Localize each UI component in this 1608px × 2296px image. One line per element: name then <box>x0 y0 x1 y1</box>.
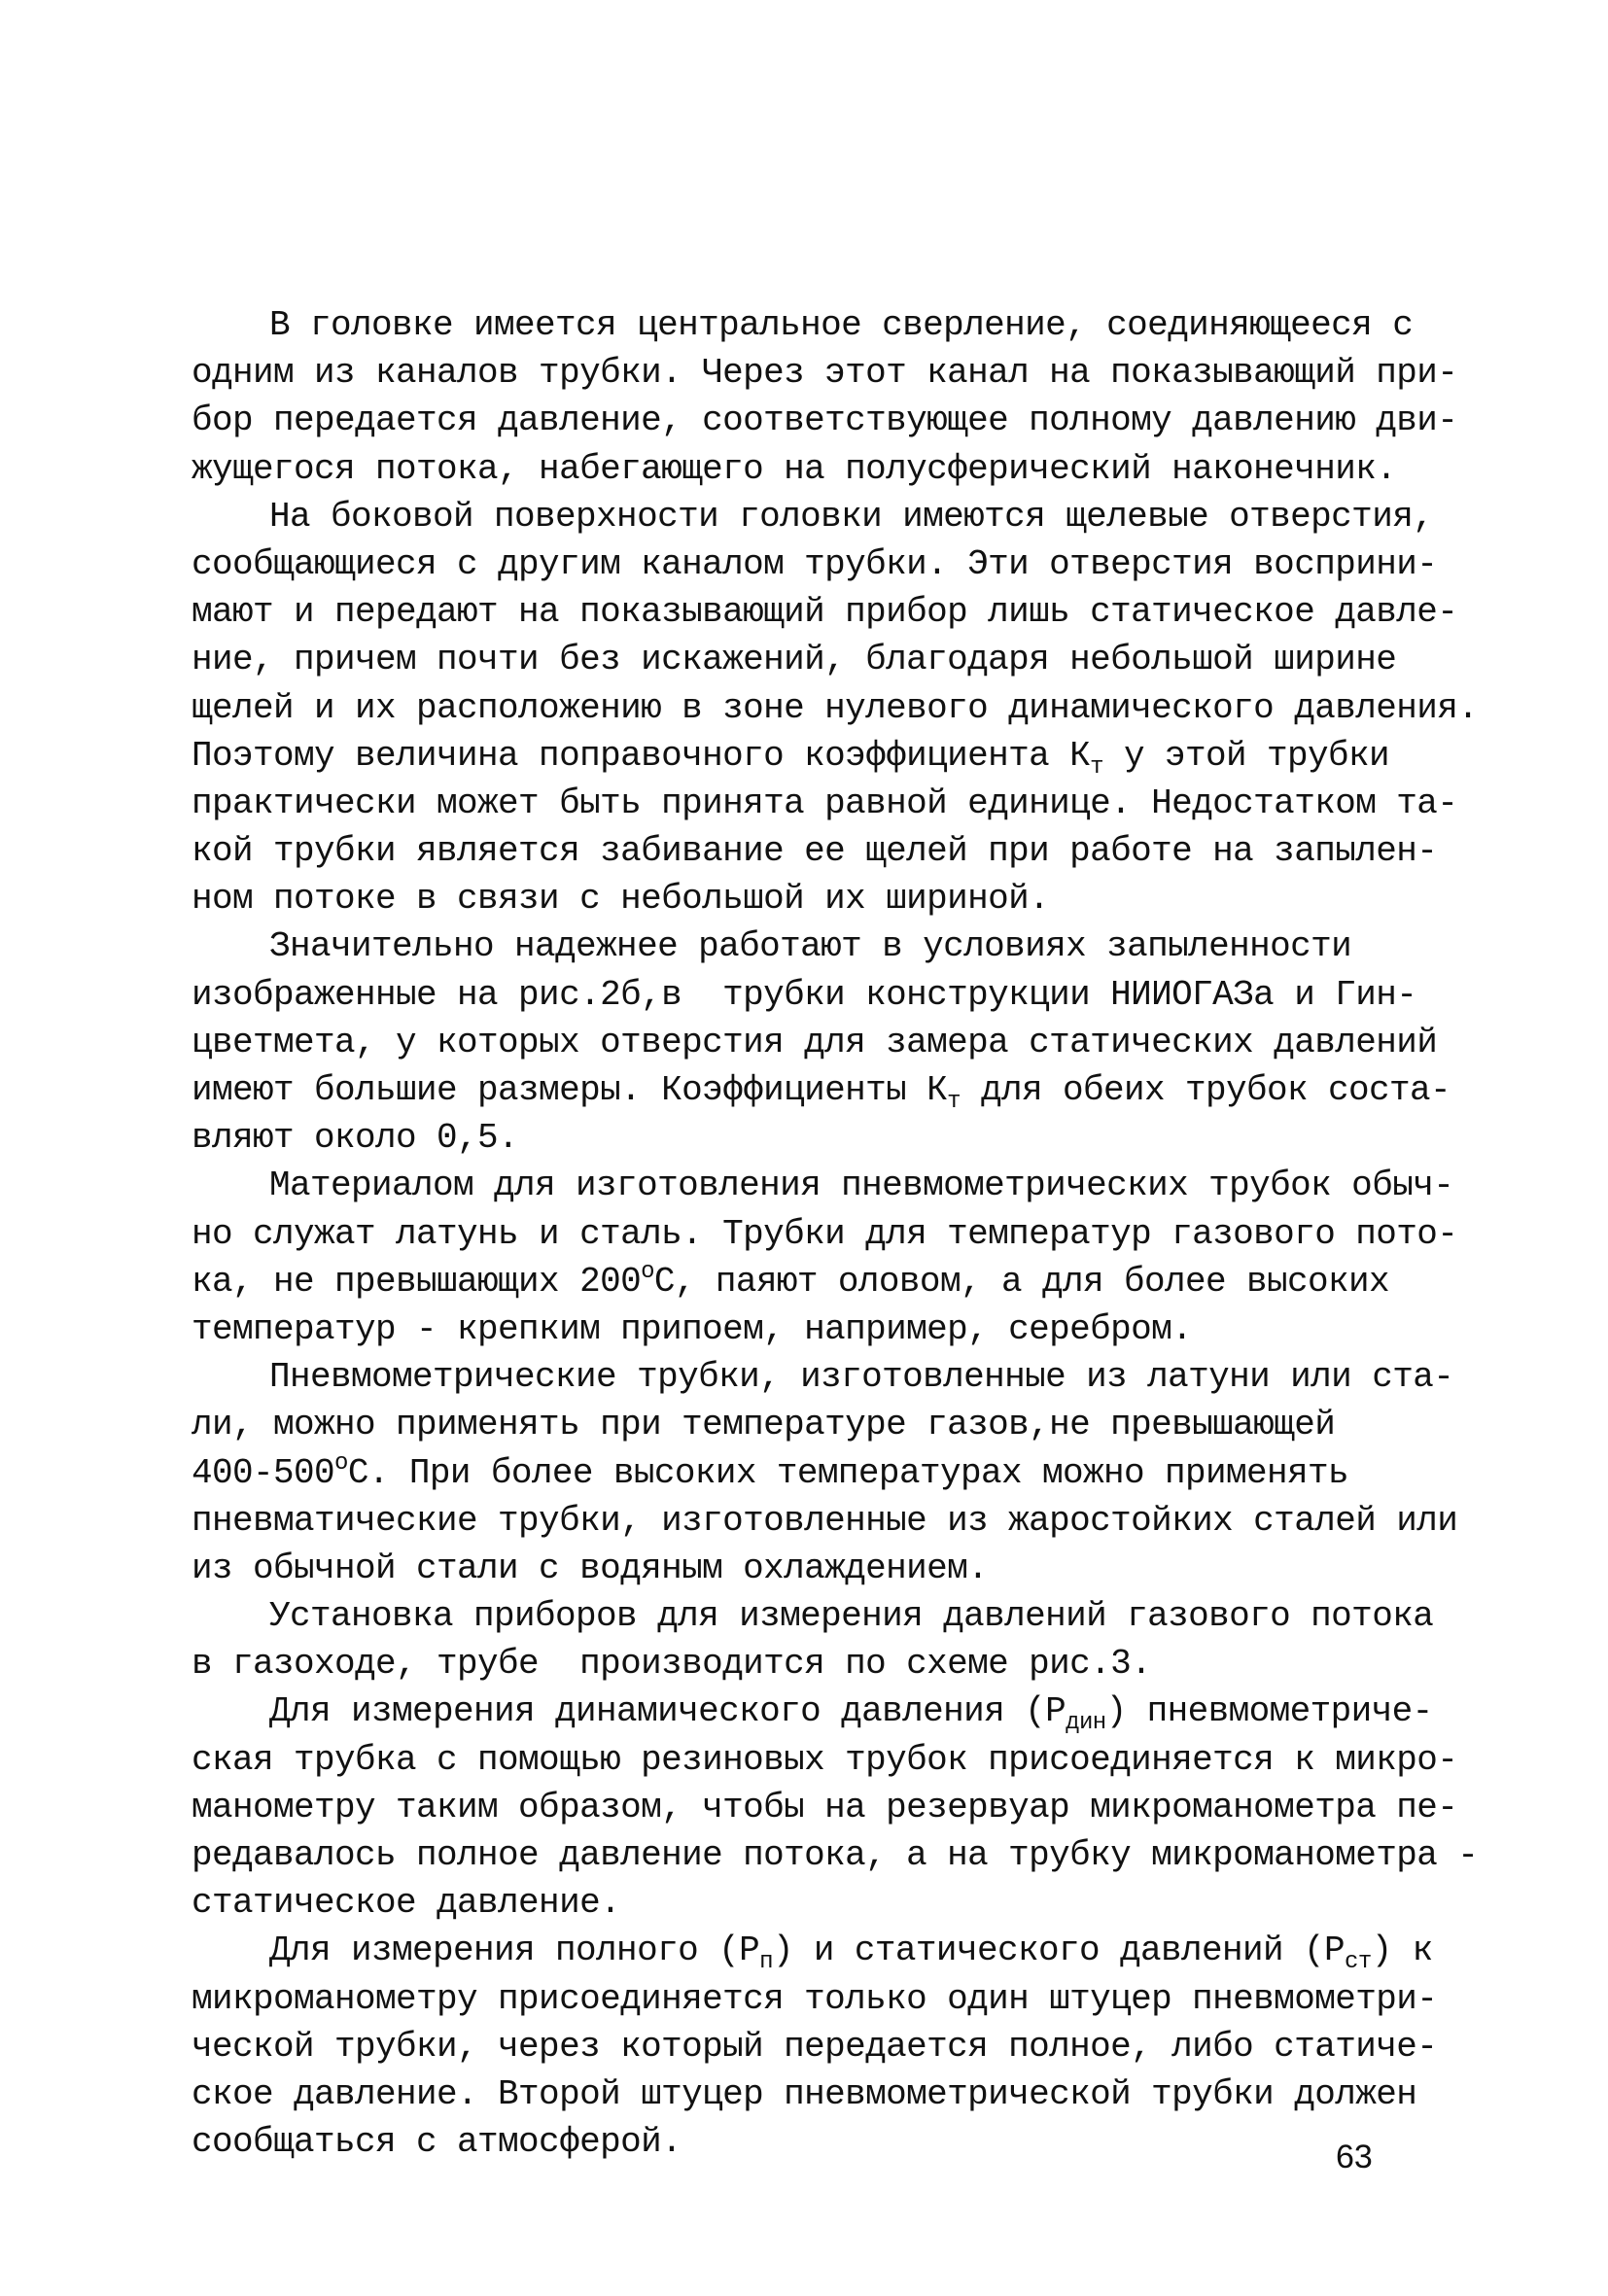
text-line <box>192 1066 1451 1115</box>
text-line: сообщающиеся с другим каналом трубки. Эти отверстия восприни- <box>192 543 1438 584</box>
page-number: 63 <box>1336 2139 1373 2175</box>
text-fragment: ) и статического давлений (Р <box>772 1931 1346 1971</box>
text-line <box>192 1927 1433 1976</box>
text-line: изображенные на рис.2б,в трубки конструкции НИИОГАЗа и Гин- <box>192 974 1417 1015</box>
text-line: статическое давление. <box>192 1883 621 1924</box>
text-line: температур - крепким припоем, например, серебром. <box>192 1308 1193 1349</box>
text-fragment: ) к <box>1371 1931 1433 1971</box>
text-line: щелей и их расположению в зоне нулевого динамического давления. <box>192 687 1479 728</box>
text-line: микроманометру присоединяется только один штуцер пневмометри- <box>192 1978 1438 2019</box>
text-line: из обычной стали с водяным охлаждением. <box>192 1548 989 1588</box>
body-text <box>192 301 1479 2166</box>
text-line <box>192 1687 1433 1737</box>
text-line: Значительно надежнее работают в условиях запыленности <box>269 926 1352 967</box>
text-fragment: 400-500 <box>192 1452 335 1493</box>
text-line: бор передается давление, соответствующее полному давлению дви- <box>192 400 1458 441</box>
text-line <box>192 1449 1416 1497</box>
text-line: ли, можно применять при температуре газов,не превышающей <box>192 1405 1336 1445</box>
text-line: ческой трубки, через который передается полное, либо статиче- <box>192 2026 1438 2067</box>
text-fragment: Поэтому величина поправочного коэффициента К <box>192 735 1091 776</box>
text-line: жущегося потока, набегающего на полусферический наконечник. <box>192 448 1397 489</box>
text-line: одним из каналов трубки. Через этот канал на показывающий при- <box>192 353 1458 394</box>
text-line: Пневмометрические трубки, изготовленные из латуни или ста- <box>269 1357 1454 1398</box>
text-fragment: для обеих трубок соста- <box>960 1070 1451 1110</box>
text-fragment: ка, не превышающих 200 <box>192 1261 642 1302</box>
text-line: Материалом для изготовления пневмометрических трубок обыч- <box>269 1165 1454 1206</box>
text-line: практически может быть принята равной единице. Недостатком та- <box>192 783 1458 823</box>
subscript: ст <box>1345 1949 1372 1976</box>
text-line: пневматические трубки, изготовленные из жаростойких сталей или <box>192 1500 1458 1541</box>
text-line: мают и передают на показывающий прибор лишь статическое давле- <box>192 592 1458 633</box>
text-fragment: С. При более высоких температурах можно применять <box>347 1452 1349 1493</box>
superscript: о <box>641 1258 654 1285</box>
text-fragment: Для измерения полного (Р <box>269 1931 760 1971</box>
text-fragment: ) пневмометриче- <box>1105 1691 1433 1732</box>
text-line <box>192 1258 1416 1305</box>
text-line <box>192 732 1416 780</box>
text-line: ние, причем почти без искажений, благодаря небольшой ширине <box>192 640 1397 680</box>
text-line: В головке имеется центральное сверление, соединяющееся с <box>269 305 1414 345</box>
text-line: На боковой поверхности головки имеются щелевые отверстия, <box>269 496 1434 537</box>
text-line: Установка приборов для измерения давлений газового потока <box>269 1596 1434 1637</box>
text-line: но служат латунь и сталь. Трубки для температур газового пото- <box>192 1213 1458 1254</box>
text-line: в газоходе, трубе производится по схеме рис.3. <box>192 1644 1152 1685</box>
subscript: т <box>1090 753 1103 781</box>
text-fragment: С, паяют оловом, а для более высоких <box>653 1261 1390 1302</box>
text-line: кой трубки является забивание ее щелей при работе на запылен- <box>192 831 1438 872</box>
text-line: цветмета, у которых отверстия для замера статических давлений <box>192 1022 1438 1062</box>
text-fragment: у этой трубки <box>1102 735 1390 776</box>
text-line: редавалось полное давление потока, а на трубку микроманометра - <box>192 1835 1479 1875</box>
superscript: о <box>334 1449 348 1477</box>
text-line: вляют около 0,5. <box>192 1118 519 1159</box>
subscript: п <box>759 1949 773 1976</box>
subscript: дин <box>1066 1710 1106 1737</box>
text-fragment: имеют большие размеры. Коэффициенты К <box>192 1070 948 1110</box>
text-line: манометру таким образом, чтобы на резервуар микроманометра пе- <box>192 1787 1458 1827</box>
text-line: сообщаться с атмосферой. <box>192 2122 682 2163</box>
text-fragment: Для измерения динамического давления (Р <box>269 1691 1066 1732</box>
subscript: т <box>947 1089 961 1115</box>
text-line: ское давление. Второй штуцер пневмометрической трубки должен <box>192 2073 1417 2114</box>
text-line: ном потоке в связи с небольшой их шириной. <box>192 879 1050 920</box>
text-line: ская трубка с помощью резиновых трубок присоединяется к микро- <box>192 1739 1458 1780</box>
